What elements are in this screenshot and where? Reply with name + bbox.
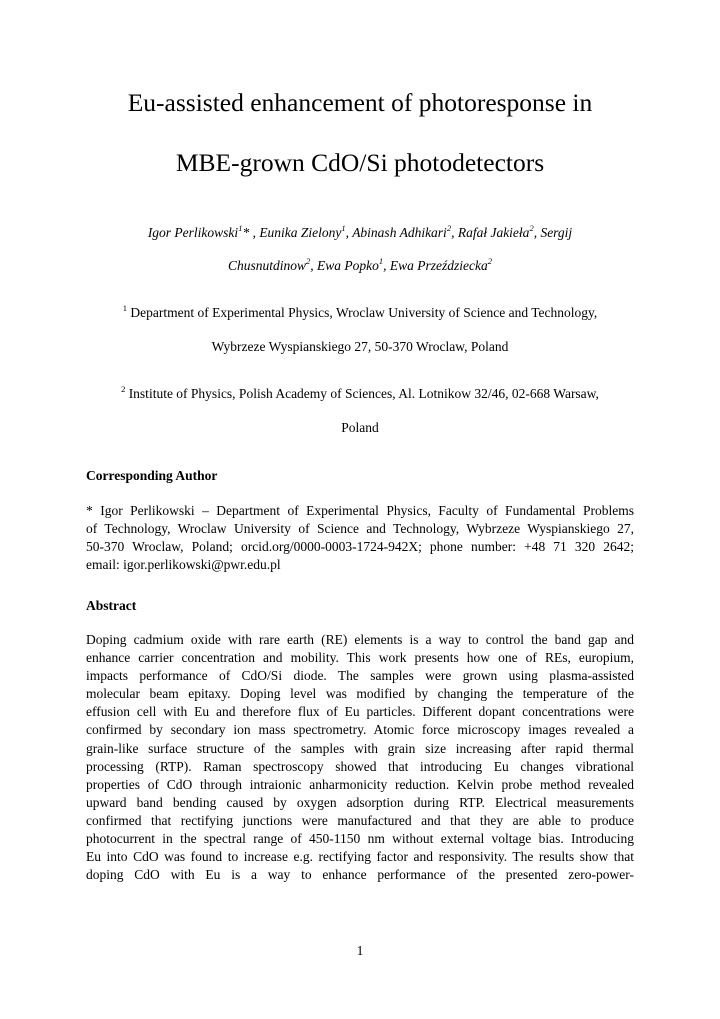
affiliation-2-line-1 bbox=[60, 385, 660, 403]
affiliation-mark: 1 bbox=[122, 302, 127, 313]
text-line: confirmed that rectifying junctions were manufactured and that they are able to produce bbox=[86, 812, 634, 828]
abstract-text bbox=[86, 631, 634, 884]
text-line: upward band bending caused by oxygen adsorption during RTP. Electrical measurements bbox=[86, 794, 634, 810]
text-line: of Technology, Wroclaw University of Science and Technology, Wybrzeze Wyspianskiego 27, bbox=[86, 521, 634, 537]
text-line: molecular beam epitaxy. Doping level was modified by changing the temperature of the bbox=[86, 686, 634, 702]
author-separator: , bbox=[310, 258, 318, 273]
text-line: properties of CdO through intraionic anharmonicity reduction. Kelvin probe method revealed bbox=[86, 776, 634, 792]
author-separator: , bbox=[345, 225, 353, 240]
affiliation-text: Department of Experimental Physics, Wroclaw University of Science and Technology, bbox=[126, 305, 598, 320]
abstract-heading: Abstract bbox=[86, 598, 137, 613]
text-line: photocurrent in the spectral range of 450-1150 nm without external voltage bias. Introducing bbox=[86, 831, 634, 847]
email-line: email: igor.perlikowski@pwr.edu.pl bbox=[86, 557, 281, 573]
text-line: effusion cell with Eu and therefore flux of Eu particles. Different dopant concentrations were bbox=[86, 704, 634, 720]
text-line: * Igor Perlikowski – Department of Experimental Physics, Faculty of Fundamental Problems bbox=[86, 503, 634, 518]
affiliation-text: Institute of Physics, Polish Academy of Sciences, Al. Lotnikow 32/46, 02-668 Warsaw, bbox=[125, 386, 599, 401]
author-affiliation-mark: 1 bbox=[238, 222, 243, 233]
text-line: confirmed by secondary ion mass spectrometry. Atomic force microscopy images revealed a bbox=[86, 722, 634, 738]
author-affiliation-mark: 2 bbox=[487, 255, 492, 266]
author-name: Eunika Zielony bbox=[259, 225, 342, 240]
text-line: processing (RTP). Raman spectroscopy showed that introducing Eu changes vibrational bbox=[86, 758, 634, 774]
author-name: Rafał Jakieła bbox=[457, 225, 530, 240]
author-affiliation-mark: 2 bbox=[446, 222, 452, 233]
author-name: Igor Perlikowski bbox=[147, 225, 239, 240]
author-affiliation-mark: 2 bbox=[529, 222, 534, 233]
affiliation-2-line-2: Poland bbox=[341, 420, 379, 435]
affiliation-1-line-1 bbox=[60, 304, 660, 322]
author-list-line-1 bbox=[60, 224, 660, 242]
text-line: 50-370 Wroclaw, Poland; orcid.org/0000-0003-1724-942X; phone number: +48 71 320 2642; bbox=[86, 539, 634, 555]
title-line-1: Eu-assisted enhancement of photoresponse in bbox=[127, 88, 593, 117]
affiliation-mark: 2 bbox=[121, 383, 126, 394]
author-separator: , bbox=[383, 258, 390, 273]
affiliation-1-line-2: Wybrzeze Wyspianskiego 27, 50-370 Wroclaw, Poland bbox=[211, 339, 509, 354]
author-name: Sergij bbox=[540, 225, 573, 240]
author-name: Ewa Przeździecka bbox=[389, 258, 488, 273]
text-line: enhance carrier concentration and mobility. This work presents how one of REs, europium, bbox=[86, 650, 634, 666]
author-name: Ewa Popko bbox=[317, 258, 379, 273]
text-line: Doping cadmium oxide with rare earth (RE) elements is a way to control the band gap and bbox=[86, 632, 634, 647]
text-line: doping CdO with Eu is a way to enhance performance of the presented zero-power- bbox=[86, 867, 634, 883]
author-separator: * , bbox=[242, 225, 260, 240]
corresponding-author-heading: Corresponding Author bbox=[86, 468, 218, 483]
author-list-line-2 bbox=[60, 257, 660, 275]
author-name: Chusnutdinow bbox=[228, 258, 307, 273]
author-separator: , bbox=[533, 225, 541, 240]
author-affiliation-mark: 1 bbox=[341, 222, 346, 233]
corresponding-author-text bbox=[86, 502, 634, 574]
author-name: Abinash Adhikari bbox=[352, 225, 447, 240]
text-line: impacts performance of CdO/Si diode. The samples were grown using plasma-assisted bbox=[86, 668, 634, 684]
text-line: grain-like surface structure of the samples with grain size increasing after rapid thermal bbox=[86, 740, 634, 756]
text-line: Eu into CdO was found to increase e.g. rectifying factor and responsivity. The results show that bbox=[86, 849, 634, 865]
author-affiliation-mark: 2 bbox=[306, 255, 311, 266]
title-line-2: MBE-grown CdO/Si photodetectors bbox=[175, 148, 545, 177]
page-number: 1 bbox=[356, 943, 364, 958]
author-affiliation-mark: 1 bbox=[378, 255, 384, 266]
author-separator: , bbox=[451, 225, 458, 240]
